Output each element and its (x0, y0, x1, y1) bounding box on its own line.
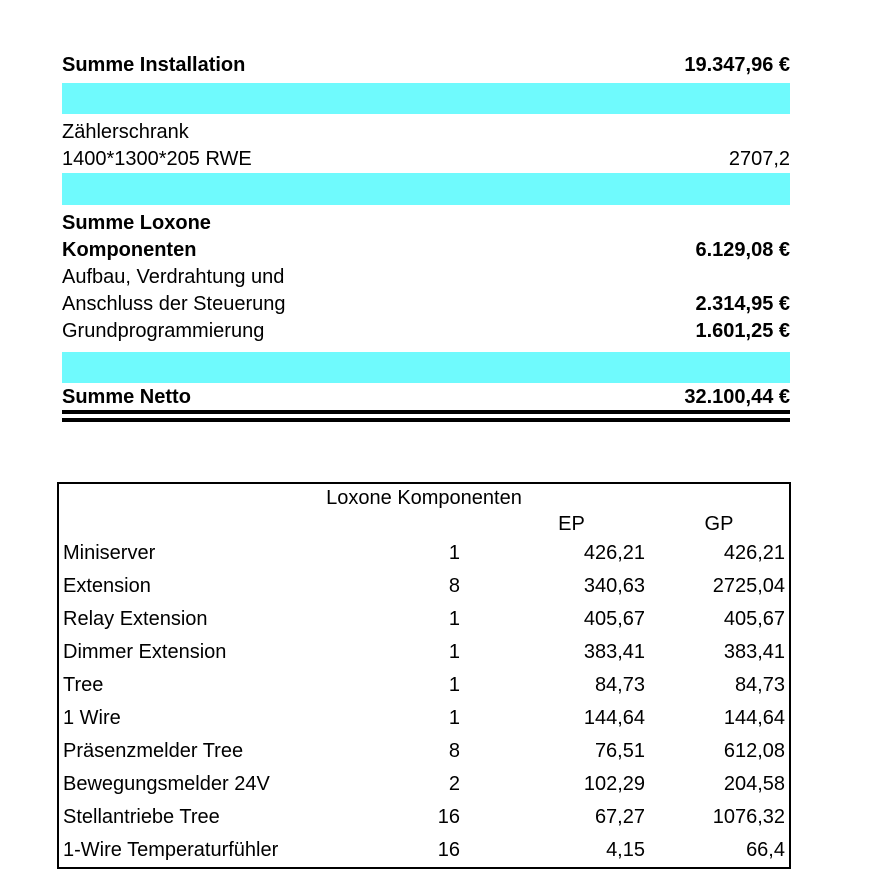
zaehlerschrank-line2: 1400*1300*205 RWE (62, 148, 252, 170)
component-name: Bewegungsmelder 24V (63, 773, 270, 795)
table-row (59, 702, 789, 735)
zaehlerschrank-label (62, 119, 252, 173)
component-name: 1-Wire Temperaturfühler (63, 839, 279, 861)
component-name: Stellantriebe Tree (63, 806, 220, 828)
summary-row-loxone (62, 210, 790, 264)
component-ep: 102,29 (583, 773, 645, 795)
component-name: Relay Extension (63, 608, 208, 630)
component-name: Präsenzmelder Tree (63, 740, 244, 762)
component-name: Tree (63, 674, 104, 696)
summary-row-zaehlerschrank (62, 119, 790, 173)
header-ep-cell: EP (558, 513, 585, 535)
aufbau-value: 2.314,95 € (695, 293, 790, 315)
component-ep: 76,51 (594, 740, 645, 762)
component-qty: 8 (448, 740, 460, 762)
header-qty-cell (374, 512, 494, 537)
component-gp: 405,67 (723, 608, 785, 630)
header-name-cell (59, 512, 374, 537)
loxone-value: 6.129,08 € (695, 239, 790, 261)
header-gp-cell: GP (704, 513, 734, 535)
table-row (59, 834, 789, 867)
component-qty: 1 (448, 707, 460, 729)
loxone-line1: Summe Loxone (62, 212, 211, 234)
component-name: Dimmer Extension (63, 641, 227, 663)
component-gp: 204,58 (723, 773, 785, 795)
zaehlerschrank-line1: Zählerschrank (62, 121, 189, 143)
component-ep: 340,63 (583, 575, 645, 597)
installation-value: 19.347,96 € (684, 54, 790, 76)
table-row (59, 801, 789, 834)
component-gp: 84,73 (734, 674, 785, 696)
component-qty: 1 (448, 608, 460, 630)
components-table (57, 482, 791, 869)
highlight-bar-3 (62, 352, 790, 383)
table-row (59, 537, 789, 570)
component-qty: 8 (448, 575, 460, 597)
grundprogrammierung-value: 1.601,25 € (695, 320, 790, 342)
highlight-bar-2 (62, 173, 790, 205)
table-row (59, 570, 789, 603)
component-qty: 16 (437, 839, 460, 861)
component-ep: 84,73 (594, 674, 645, 696)
component-name: 1 Wire (63, 707, 121, 729)
aufbau-line2: Anschluss der Steuerung (62, 293, 286, 315)
component-qty: 1 (448, 641, 460, 663)
table-title: Loxone Komponenten (326, 486, 522, 509)
table-row (59, 603, 789, 636)
netto-label: Summe Netto (62, 386, 191, 408)
summary-row-installation (62, 52, 790, 79)
grundprogrammierung-label: Grundprogrammierung (62, 320, 265, 342)
table-row (59, 669, 789, 702)
component-ep: 4,15 (606, 839, 645, 861)
zaehlerschrank-value: 2707,2 (728, 148, 790, 170)
component-qty: 2 (448, 773, 460, 795)
component-gp: 66,4 (746, 839, 785, 861)
table-row (59, 735, 789, 768)
highlight-bar-1 (62, 83, 790, 114)
component-qty: 1 (448, 542, 460, 564)
summary-row-aufbau (62, 264, 790, 318)
component-ep: 405,67 (583, 608, 645, 630)
component-qty: 1 (448, 674, 460, 696)
component-ep: 144,64 (583, 707, 645, 729)
netto-value: 32.100,44 € (684, 386, 790, 408)
cost-summary-section (62, 52, 790, 422)
table-row (59, 768, 789, 801)
aufbau-line1: Aufbau, Verdrahtung und (62, 266, 285, 288)
component-gp: 144,64 (723, 707, 785, 729)
component-gp: 612,08 (723, 740, 785, 762)
component-name: Extension (63, 575, 151, 597)
table-header-row (59, 512, 789, 537)
component-name: Miniserver (63, 542, 156, 564)
summary-row-netto (62, 385, 790, 422)
component-gp: 383,41 (723, 641, 785, 663)
component-ep: 383,41 (583, 641, 645, 663)
loxone-label (62, 210, 211, 264)
aufbau-label (62, 264, 285, 318)
loxone-line2: Komponenten (62, 239, 197, 261)
table-row (59, 636, 789, 669)
component-gp: 1076,32 (712, 806, 785, 828)
installation-label: Summe Installation (62, 54, 246, 76)
component-ep: 67,27 (594, 806, 645, 828)
component-ep: 426,21 (583, 542, 645, 564)
component-gp: 426,21 (723, 542, 785, 564)
component-gp: 2725,04 (712, 575, 785, 597)
component-qty: 16 (437, 806, 460, 828)
summary-row-grundprogrammierung (62, 318, 790, 345)
